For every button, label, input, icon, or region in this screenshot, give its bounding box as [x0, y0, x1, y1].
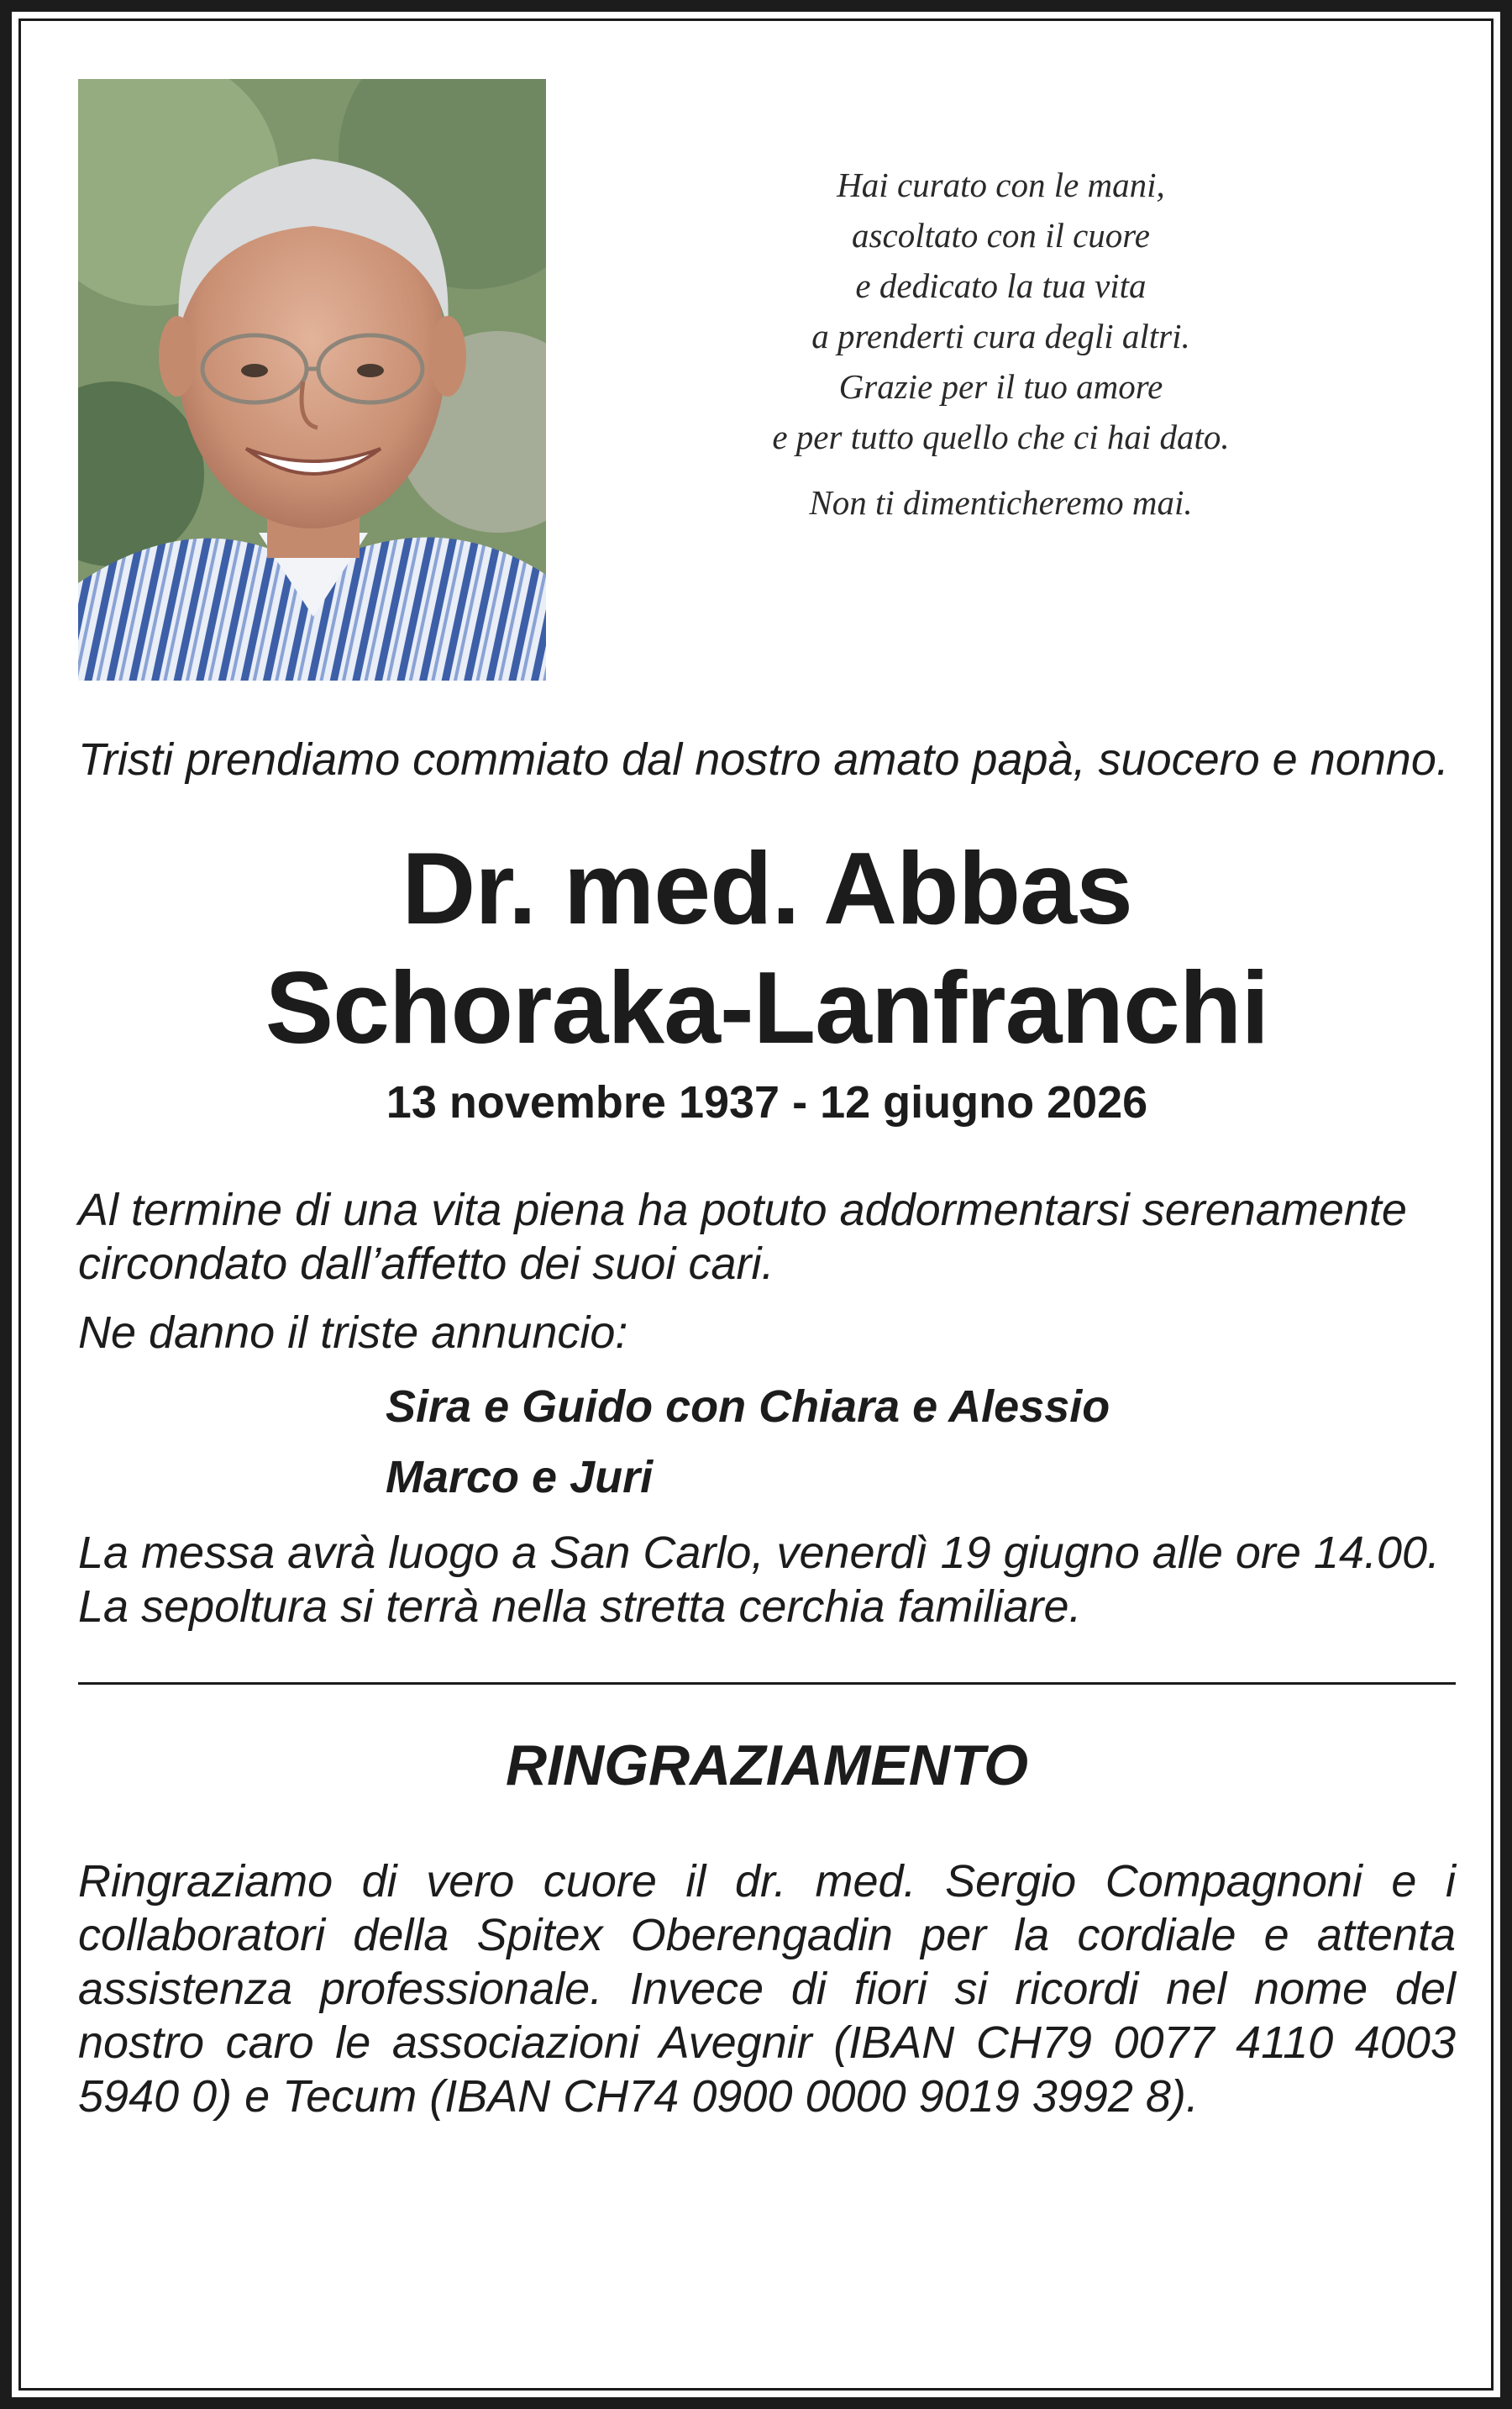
portrait-photo-icon	[78, 79, 546, 681]
poem	[546, 79, 1456, 682]
poem-spacer	[546, 462, 1456, 477]
intro-text: Tristi prendiamo commiato dal nostro amato papà, suocero e nonno.	[78, 734, 1449, 785]
poem-line: e dedicato la tua vita	[855, 266, 1147, 305]
family-member: Sira e Guido con Chiara e Alessio	[386, 1381, 1110, 1432]
name-line-1: Dr. med. Abbas	[402, 831, 1132, 945]
name-line-2: Schoraka-Lanfranchi	[265, 950, 1269, 1065]
poem-closing: Non ti dimenticheremo mai.	[809, 483, 1193, 522]
thanks-title: RINGRAZIAMENTO	[505, 1733, 1029, 1797]
poem-line: Grazie per il tuo amore	[838, 367, 1163, 406]
passing-text: Al termine di una vita piena ha potuto addormentarsi serenamente circondato dall’affetto dei suoi cari.	[78, 1185, 1407, 1289]
family-member: Marco e Juri	[386, 1452, 654, 1502]
poem-line: ascoltato con il cuore	[852, 216, 1150, 255]
poem-line: Hai curato con le mani,	[837, 166, 1165, 204]
poem-line: e per tutto quello che ci hai dato.	[772, 418, 1230, 456]
announce-text: Ne danno il triste annuncio:	[78, 1307, 628, 1358]
portrait-photo	[78, 79, 546, 681]
poem-line: a prenderti cura degli altri.	[811, 317, 1190, 355]
divider	[78, 1682, 1456, 1685]
service-text: La messa avrà luogo a San Carlo, venerdì 19 giugno alle ore 14.00. La sepoltura si terrà nella stretta cerchia familiare.	[78, 1528, 1441, 1632]
life-dates: 13 novembre 1937 - 12 giugno 2026	[386, 1077, 1148, 1128]
deceased-name	[78, 828, 1456, 1067]
thanks-text: Ringraziamo di vero cuore il dr. med. Sergio Compagnoni e i collaboratori della Spitex Oberengadin per la cordiale e attenta assistenza professionale. Invece di fiori si ricordi nel nome del nostro caro le associazioni Avegnir (IBAN CH79 0077 4110 4003 5940 0) e Tecum (IBAN CH74 0900 0000 9019 3992 8).	[78, 1856, 1456, 2122]
header-section	[78, 79, 1456, 682]
obituary-content	[78, 79, 1456, 2123]
family-list	[386, 1371, 1456, 1512]
